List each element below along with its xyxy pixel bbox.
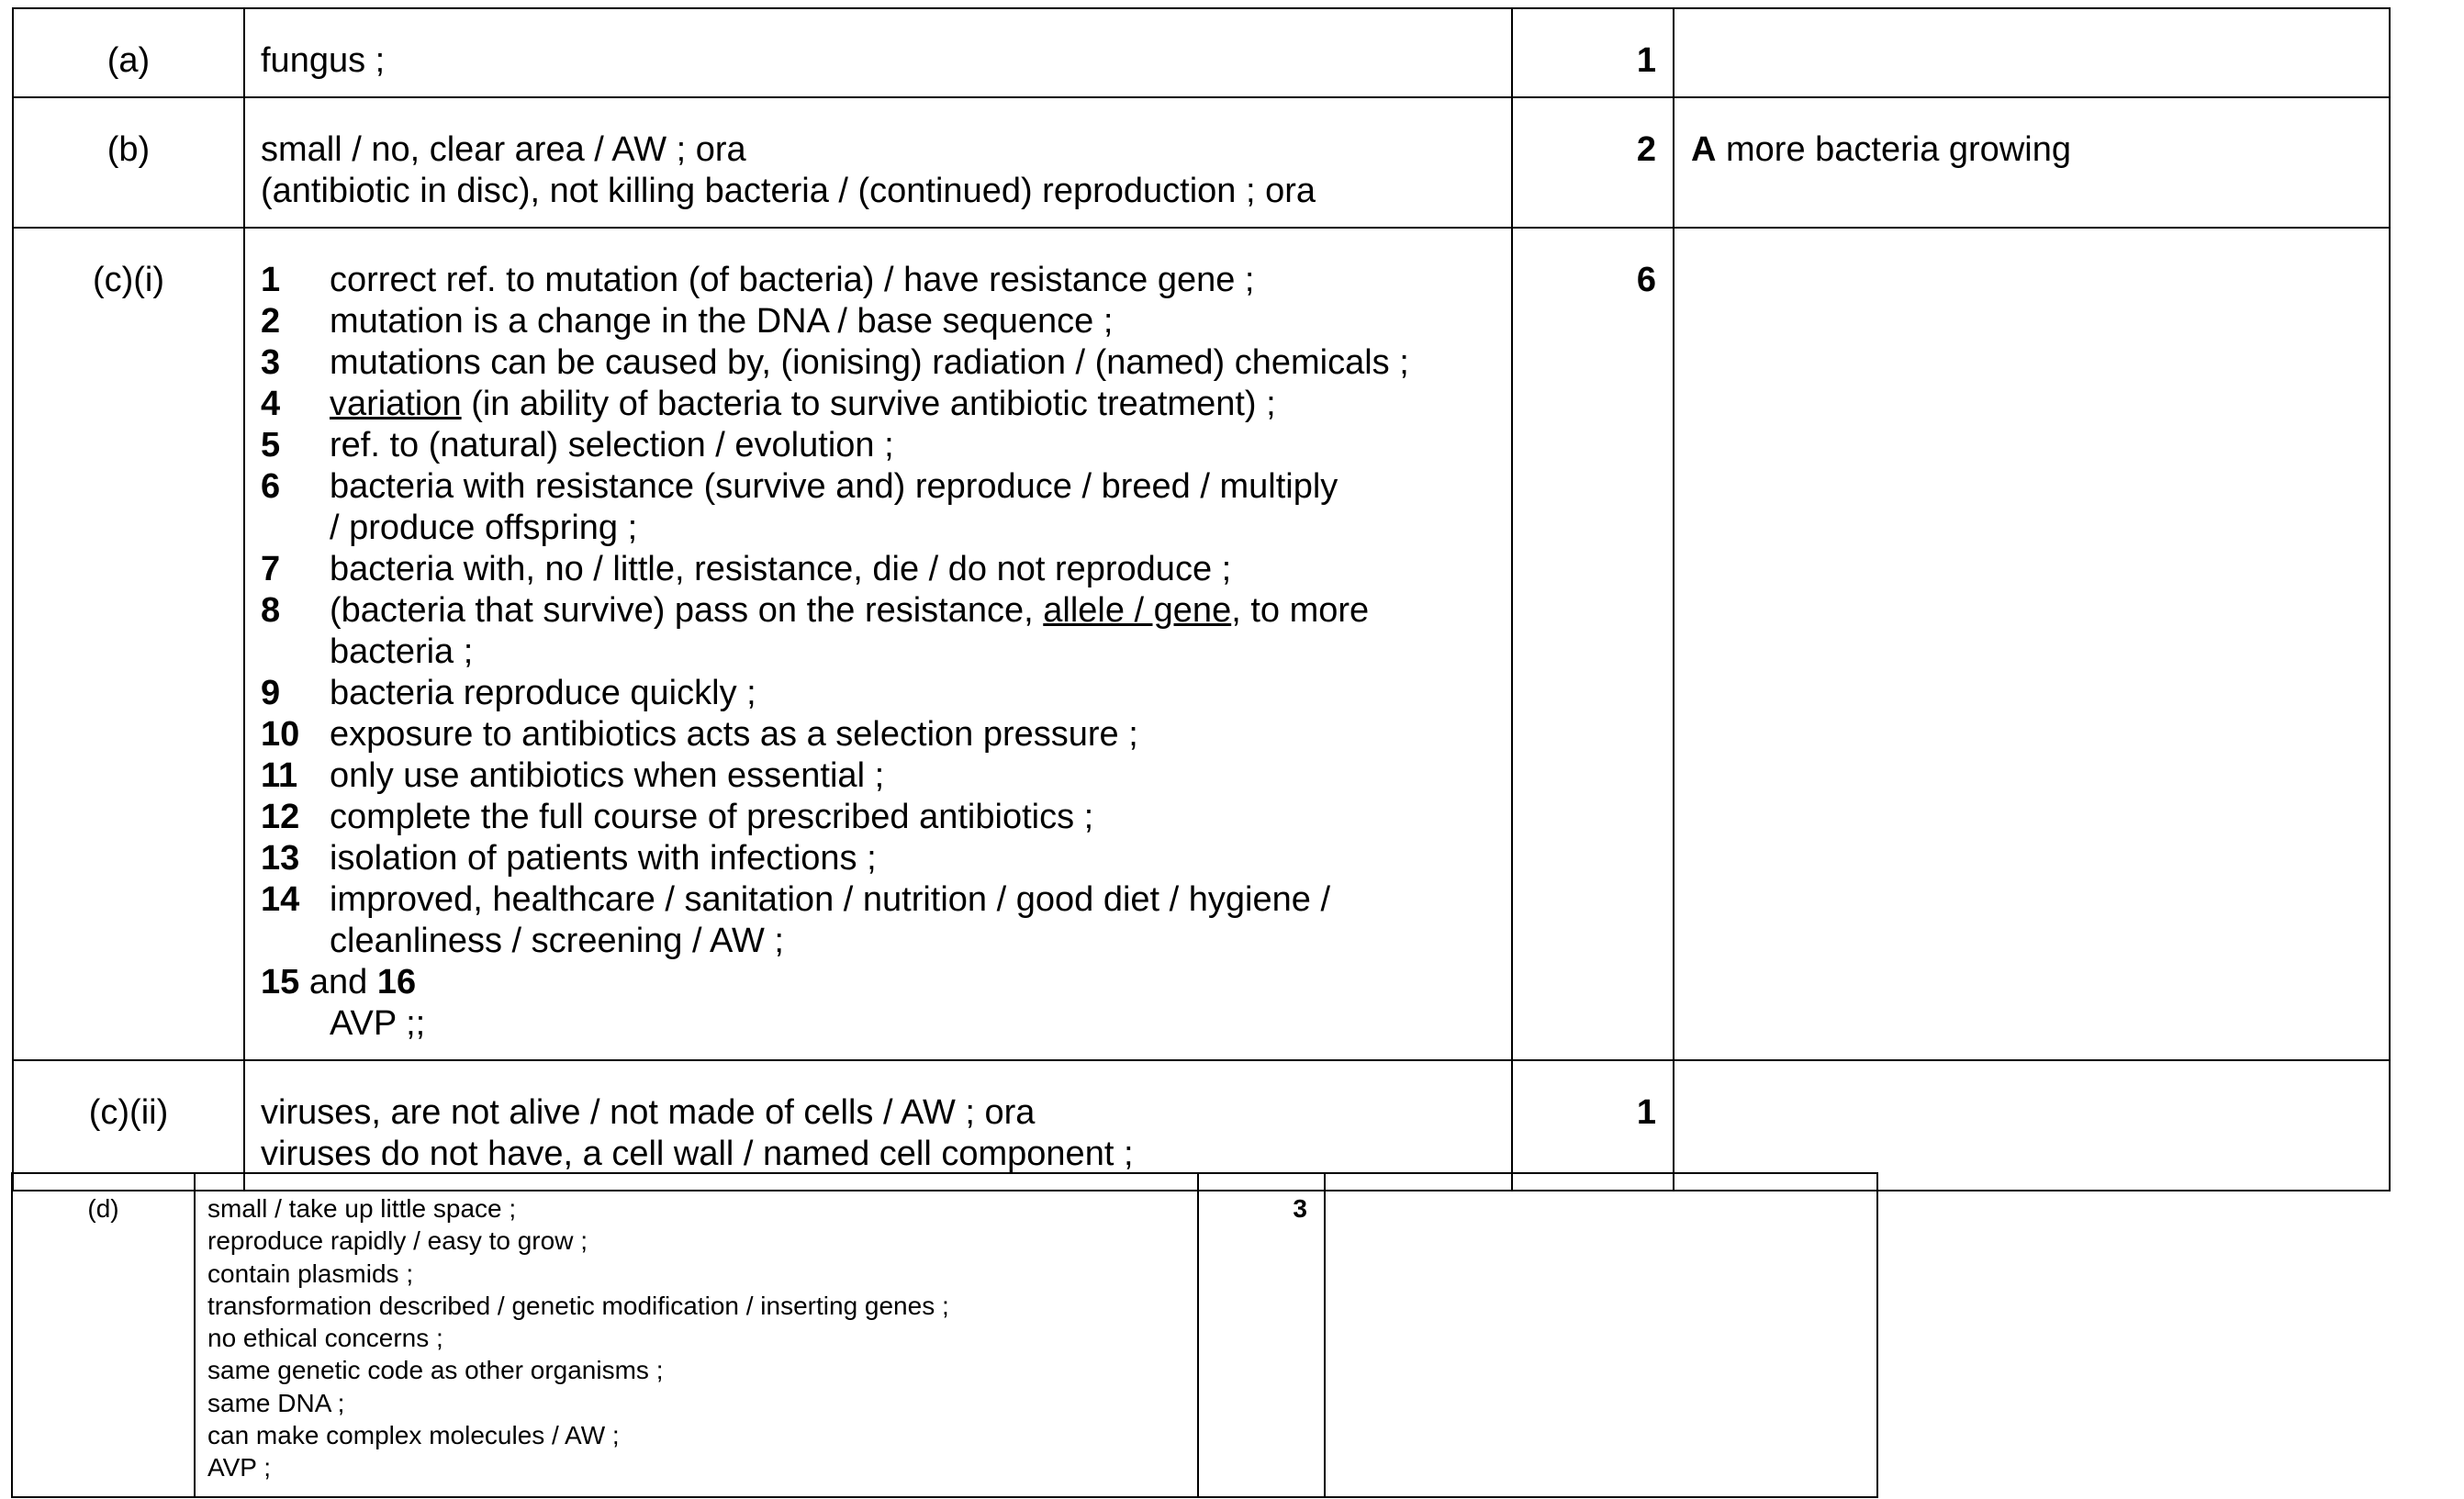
marking-point <box>261 590 1502 632</box>
point-number: 16 <box>376 963 417 1001</box>
marking-point <box>261 755 1502 797</box>
final-points-heading <box>261 962 1502 1003</box>
point-text: ref. to (natural) selection / evolution ; <box>330 426 894 464</box>
marks-cell: 2 <box>1512 97 1674 228</box>
row-d <box>12 1173 1877 1497</box>
point-number: 8 <box>261 591 281 630</box>
marking-point <box>261 714 1502 755</box>
answer-line: fungus ; <box>261 41 386 80</box>
point-number: 7 <box>261 550 281 588</box>
answer-line: reproduce rapidly / easy to grow ; <box>207 1226 588 1256</box>
marking-point <box>261 260 1502 301</box>
guidance-cell <box>1674 8 2390 97</box>
point-text: bacteria with, no / little, resistance, die / do not reproduce ; <box>330 550 1232 588</box>
answer-line: same DNA ; <box>207 1388 345 1417</box>
answer-cell <box>244 97 1512 228</box>
point-text: bacteria reproduce quickly ; <box>330 674 756 712</box>
point-number: 14 <box>261 880 300 919</box>
row-c-ii <box>13 1060 2390 1191</box>
question-number: (c)(i) <box>13 228 244 1060</box>
marking-point <box>261 384 1502 425</box>
answer-line: small / take up little space ; <box>207 1194 517 1223</box>
question-number: (b) <box>13 97 244 228</box>
row-b <box>13 97 2390 228</box>
mark-scheme-table <box>12 7 2391 1191</box>
point-number: 1 <box>261 261 281 299</box>
underlined-keyword: allele / gene <box>1043 591 1232 630</box>
point-text-pre: (bacteria that survive) pass on the resistance, <box>330 591 1044 630</box>
point-number: 9 <box>261 674 281 712</box>
point-text <box>330 384 1502 425</box>
answer-line: transformation described / genetic modification / inserting genes ; <box>207 1291 949 1320</box>
point-text: bacteria with resistance (survive and) reproduce / breed / multiply <box>330 467 1338 506</box>
point-text: correct ref. to mutation (of bacteria) / have resistance gene ; <box>330 261 1255 299</box>
row-a <box>13 8 2390 97</box>
guidance-cell <box>1325 1173 1877 1497</box>
point-number: 6 <box>261 467 281 506</box>
underlined-keyword: variation <box>330 385 462 423</box>
answer-line: no ethical concerns ; <box>207 1324 443 1353</box>
point-text <box>330 590 1502 632</box>
point-text: exposure to antibiotics acts as a selection pressure ; <box>330 715 1138 754</box>
point-number: 11 <box>261 756 298 795</box>
point-continuation: / produce offspring ; <box>330 509 638 547</box>
point-continuation: bacteria ; <box>330 632 474 671</box>
final-points-text: AVP ;; <box>330 1004 426 1043</box>
point-text: mutations can be caused by, (ionising) radiation / (named) chemicals ; <box>330 343 1409 382</box>
row-c-i <box>13 228 2390 1060</box>
point-number: 13 <box>261 839 300 878</box>
answer-cell <box>195 1173 1198 1497</box>
point-text-rest: (in ability of bacteria to survive antibiotic treatment) ; <box>461 385 1276 423</box>
marking-point <box>261 549 1502 590</box>
guidance-cell <box>1674 1060 2390 1191</box>
marks-cell: 6 <box>1512 228 1674 1060</box>
guidance-accept-marker: A <box>1691 130 1717 169</box>
answer-cell <box>244 8 1512 97</box>
answer-line: same genetic code as other organisms ; <box>207 1356 664 1385</box>
point-text: improved, healthcare / sanitation / nutrition / good diet / hygiene / <box>330 880 1330 919</box>
point-number: 2 <box>261 302 281 341</box>
answer-cell <box>244 1060 1512 1191</box>
marking-point <box>261 797 1502 838</box>
point-text: isolation of patients with infections ; <box>330 839 877 878</box>
marking-point <box>261 879 1502 921</box>
marks-cell: 3 <box>1198 1173 1325 1497</box>
marking-point <box>261 838 1502 879</box>
answer-line: contain plasmids ; <box>207 1258 414 1288</box>
question-number: (c)(ii) <box>13 1060 244 1191</box>
mark-scheme-table-part-d <box>11 1172 1878 1498</box>
answer-line: AVP ; <box>207 1453 272 1482</box>
guidance-cell <box>1674 228 2390 1060</box>
point-number: 3 <box>261 343 281 382</box>
point-number: 4 <box>261 385 281 423</box>
point-continuation: cleanliness / screening / AW ; <box>330 922 784 960</box>
answer-cell <box>244 228 1512 1060</box>
guidance-text: more bacteria growing <box>1716 130 2071 169</box>
point-text: complete the full course of prescribed antibiotics ; <box>330 798 1094 836</box>
marking-point <box>261 673 1502 714</box>
guidance-cell <box>1674 97 2390 228</box>
and-text: and <box>299 963 377 1001</box>
answer-line: viruses do not have, a cell wall / named cell component ; <box>261 1135 1134 1173</box>
marking-point <box>261 425 1502 466</box>
marking-point <box>261 466 1502 508</box>
point-text: only use antibiotics when essential ; <box>330 756 885 795</box>
answer-line: small / no, clear area / AW ; ora <box>261 130 746 169</box>
point-number: 10 <box>261 715 300 754</box>
marks-cell: 1 <box>1512 8 1674 97</box>
point-text: mutation is a change in the DNA / base sequence ; <box>330 302 1114 341</box>
point-text-post: , to more <box>1231 591 1370 630</box>
answer-line: can make complex molecules / AW ; <box>207 1421 620 1450</box>
marks-cell: 1 <box>1512 1060 1674 1191</box>
answer-line: (antibiotic in disc), not killing bacteria / (continued) reproduction ; ora <box>261 172 1316 210</box>
answer-line: viruses, are not alive / not made of cells / AW ; ora <box>261 1093 1036 1132</box>
marking-point <box>261 301 1502 342</box>
point-number: 12 <box>261 798 300 836</box>
question-number: (a) <box>13 8 244 97</box>
point-number: 15 <box>261 963 300 1001</box>
question-number: (d) <box>12 1173 195 1497</box>
marking-point <box>261 342 1502 384</box>
point-number: 5 <box>261 426 281 464</box>
